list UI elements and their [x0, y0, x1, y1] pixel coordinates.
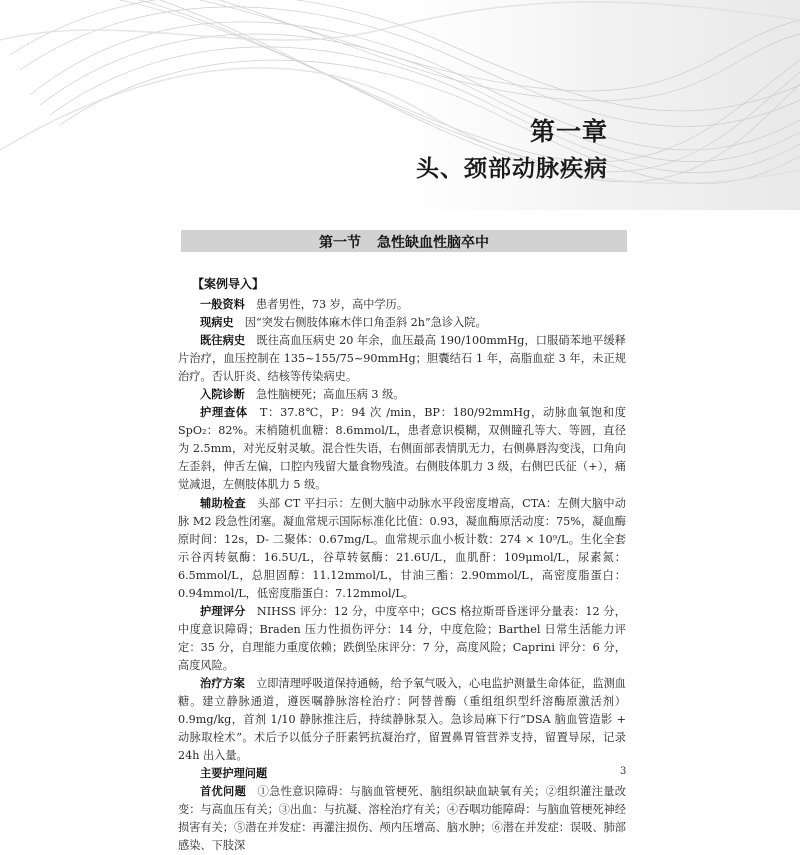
section-heading [181, 232, 627, 252]
general-info-label: 一般资料 [200, 298, 245, 311]
first-priority-label: 首优问题 [200, 785, 247, 799]
admission-diagnosis-paragraph [178, 386, 626, 404]
general-info-text: 患者男性，73 岁，高中学历。 [255, 298, 409, 311]
chapter-number: 第一章 [529, 117, 608, 146]
nursing-exam-label: 护理查体 [200, 406, 248, 420]
nursing-exam-text: T：37.8℃，P：94 次 /min，BP：180/92mmHg，动脉血氧饱和度 SpO₂：82%。末梢随机血糖：8.6mmol/L，患者意识模糊，双侧瞳孔等大、等圆，直径为 2.5mm，对光反射灵敏。混合性失语，右侧面部表情肌无力，右侧鼻唇沟变浅，口角向左歪斜，伸舌左偏，口腔内残留大量食物残渣。右侧肢体肌力 3 级，右侧巴氏征（+），痛觉减退，左侧肢体肌力 5 级。 [178, 406, 626, 492]
auxiliary-exam-label: 辅助检查 [200, 496, 246, 510]
present-history-paragraph [178, 314, 626, 332]
nursing-score-label: 护理评分 [200, 604, 246, 618]
nursing-score-paragraph [178, 603, 626, 675]
present-history-label: 现病史 [200, 316, 234, 330]
nursing-exam-paragraph [178, 404, 626, 494]
treatment-plan-text: 立即清理呼吸道保持通畅，给予氧气吸入，心电监护测量生命体征，监测血糖。建立静脉通道，遵医嘱静脉溶栓治疗：阿替普酶（重组组织型纤溶酶原激活剂）0.9mg/kg，首剂 1/10 静脉推注后，持续静脉泵入。急诊局麻下行“DSA 脑血管造影 + 动脉取栓术”。术后予以低分子肝素钙抗凝治疗，留置鼻胃管营养支持，留置导尿，记录 24h 出入量。 [178, 676, 626, 763]
present-history-text: 因“突发右侧肢体麻木伴口角歪斜 2h”急诊入院。 [244, 316, 487, 330]
auxiliary-exam-paragraph [178, 495, 626, 603]
admission-diagnosis-label: 入院诊断 [200, 388, 245, 402]
past-history-label: 既往病史 [200, 334, 246, 348]
first-priority-paragraph [178, 783, 626, 855]
main-nursing-problems-heading: 主要护理问题 [200, 767, 268, 781]
case-body [178, 296, 626, 855]
problems-heading-paragraph [178, 765, 626, 783]
decorative-swirl-graphic [0, 0, 800, 210]
section-title: 急性缺血性脑卒中 [377, 235, 489, 251]
nursing-score-text: NIHSS 评分：12 分，中度卒中；GCS 格拉斯哥昏迷评分量表：12 分，中度意识障碍；Braden 压力性损伤评分：14 分，中度危险；Barthel 日常生活能力评定：35 分，自理能力重度依赖；跌倒坠床评分：7 分，高度风险；Caprini 评分：6 分，高度风险。 [178, 604, 626, 672]
treatment-plan-label: 治疗方案 [200, 676, 245, 690]
first-priority-text: ①急性意识障碍：与脑血管梗死、脑组织缺血缺氧有关；②组织灌注量改变：与高血压有关；③出血：与抗凝、溶栓治疗有关；④吞咽功能障碍：与脑血管梗死神经损害有关；⑤潜在并发症：再灌注损伤、颅内压增高、脑水肿；⑥潜在并发症：误吸、肺部感染、下肢深 [178, 785, 626, 853]
general-info-paragraph [178, 296, 626, 314]
past-history-text: 既往高血压病史 20 年余，血压最高 190/100mmHg，口服硝苯地平缓释片治疗，血压控制在 135~155/75~90mmHg；胆囊结石 1 年，高脂血症 3 年，未正规治疗。否认肝炎、结核等传染病史。 [178, 334, 626, 384]
chapter-title: 头、颈部动脉疾病 [416, 155, 608, 182]
case-intro-heading: 【案例导入】 [192, 277, 265, 291]
auxiliary-exam-text: 头部 CT 平扫示：左侧大脑中动脉水平段密度增高，CTA：左侧大脑中动脉 M2 段急性闭塞。凝血常规示国际标准化比值：0.93，凝血酶原活动度：75%，凝血酶原时间：12s，D- 二聚体：0.67mg/L。血常规示血小板计数：274 × 10⁹/L。生化全套示谷丙转氨酶：16.5U/L，谷草转氨酶：21.6U/L，血肌酐：109μmol/L，尿素氮：6.5mmol/L，总胆固醇：11.12mmol/L，甘油三酯：2.90mmol/L，高密度脂蛋白：0.94mmol/L，低密度脂蛋白：7.12mmol/L。 [178, 496, 626, 600]
section-number: 第一节 [319, 235, 361, 251]
past-history-paragraph [178, 332, 626, 386]
admission-diagnosis-text: 急性脑梗死；高血压病 3 级。 [255, 388, 405, 402]
page-number: 3 [620, 766, 627, 777]
treatment-plan-paragraph [178, 675, 626, 765]
